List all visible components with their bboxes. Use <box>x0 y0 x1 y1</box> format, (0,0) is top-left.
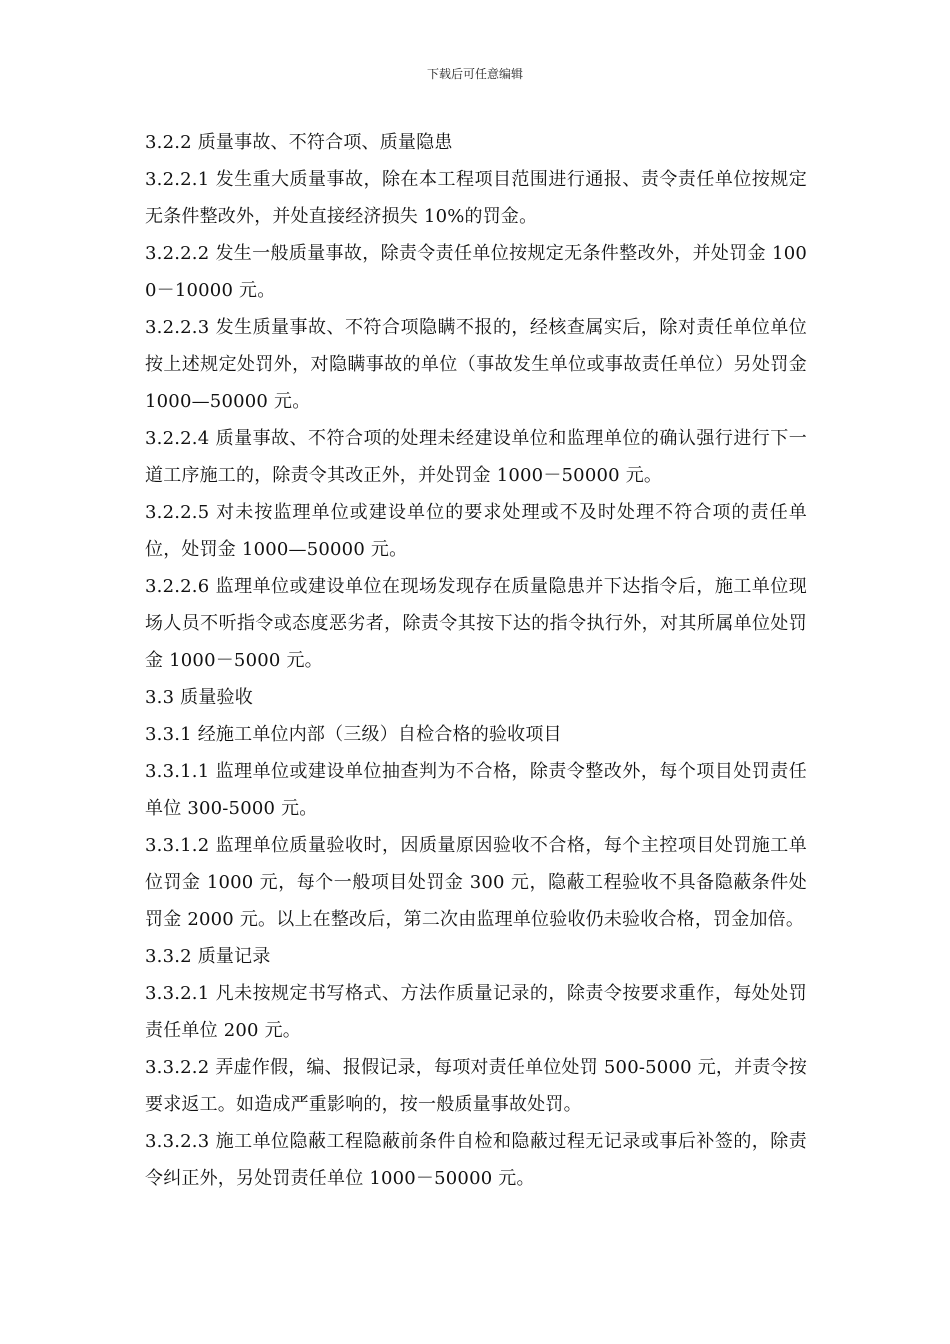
paragraph-3-3-1-2: 3.3.1.2 监理单位质量验收时，因质量原因验收不合格，每个主控项目处罚施工单位罚金 1000 元，每个一般项目处罚金 300 元，隐蔽工程验收不具备隐蔽条件处罚金 2000 元。以上在整改后，第二次由监理单位验收仍未验收合格，罚金加倍。 <box>145 835 807 930</box>
section-heading-3-3-1: 3.3.1 经施工单位内部（三级）自检合格的验收项目 <box>145 724 562 745</box>
paragraph-3-2-2-1: 3.2.2.1 发生重大质量事故，除在本工程项目范围进行通报、责令责任单位按规定无条件整改外，并处直接经济损失 10%的罚金。 <box>145 169 807 227</box>
section-heading-3-3-2: 3.3.2 质量记录 <box>145 946 271 967</box>
page-header: 下载后可任意编辑 <box>426 67 523 81</box>
paragraph-3-2-2-4: 3.2.2.4 质量事故、不符合项的处理未经建设单位和监理单位的确认强行进行下一道工序施工的，除责令其改正外，并处罚金 1000－50000 元。 <box>145 428 807 486</box>
paragraph-3-3-1-1: 3.3.1.1 监理单位或建设单位抽查判为不合格，除责令整改外，每个项目处罚责任单位 300-5000 元。 <box>145 761 807 819</box>
paragraph-3-2-2-5: 3.2.2.5 对未按监理单位或建设单位的要求处理或不及时处理不符合项的责任单位，处罚金 1000—50000 元。 <box>145 502 807 560</box>
paragraph-3-2-2-6: 3.2.2.6 监理单位或建设单位在现场发现存在质量隐患并下达指令后，施工单位现场人员不听指令或态度恶劣者，除责令其按下达的指令执行外，对其所属单位处罚金 1000－5000 元。 <box>145 576 807 671</box>
paragraph-3-3-2-2: 3.3.2.2 弄虚作假，编、报假记录，每项对责任单位处罚 500-5000 元，并责令按要求返工。如造成严重影响的，按一般质量事故处罚。 <box>145 1057 807 1115</box>
paragraph-3-2-2-3: 3.2.2.3 发生质量事故、不符合项隐瞒不报的，经核查属实后，除对责任单位单位按上述规定处罚外，对隐瞒事故的单位（事故发生单位或事故责任单位）另处罚金 1000—50000 元。 <box>145 317 807 412</box>
paragraph-3-3-2-3: 3.3.2.3 施工单位隐蔽工程隐蔽前条件自检和隐蔽过程无记录或事后补签的，除责令纠正外，另处罚责任单位 1000－50000 元。 <box>145 1131 807 1189</box>
section-heading-3-2-2: 3.2.2 质量事故、不符合项、质量隐患 <box>145 132 453 153</box>
section-heading-3-3: 3.3 质量验收 <box>145 687 253 708</box>
paragraph-3-3-2-1: 3.3.2.1 凡未按规定书写格式、方法作质量记录的，除责令按要求重作，每处处罚责任单位 200 元。 <box>145 983 807 1041</box>
paragraph-3-2-2-2: 3.2.2.2 发生一般质量事故，除责令责任单位按规定无条件整改外，并处罚金 1000－10000 元。 <box>145 243 807 301</box>
document-body <box>145 124 807 1197</box>
